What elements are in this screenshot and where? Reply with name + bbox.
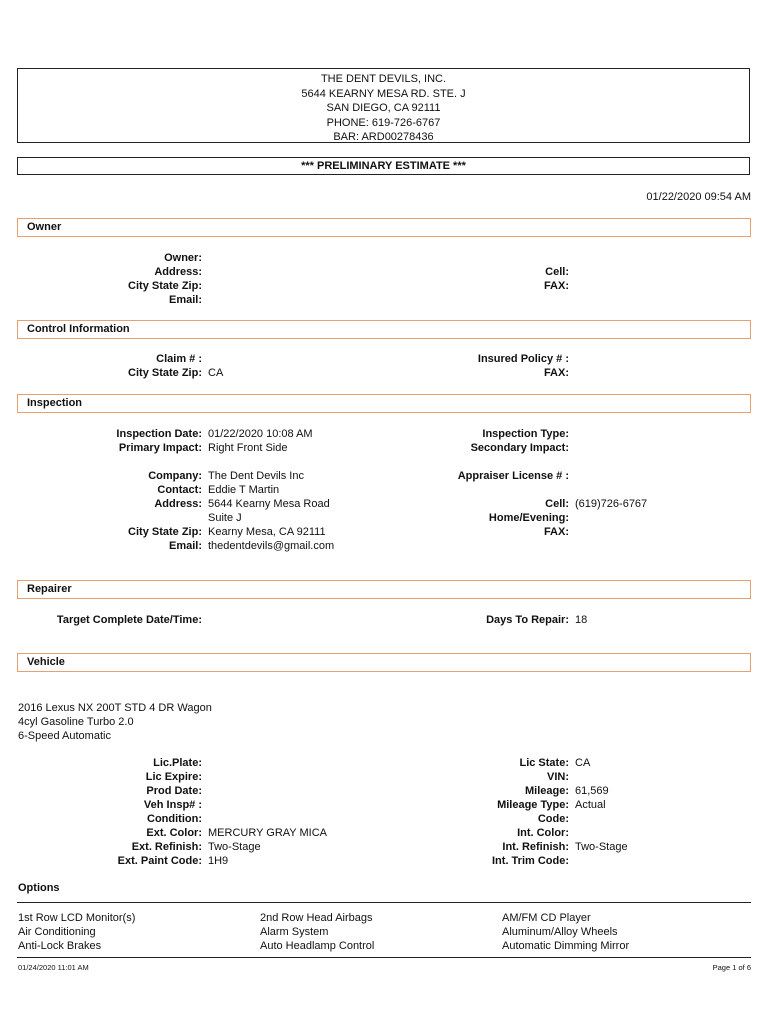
inspection-cell-label: Cell: bbox=[545, 498, 569, 510]
policy-label: Insured Policy # : bbox=[477, 353, 569, 365]
ext-color-value: MERCURY GRAY MICA bbox=[208, 827, 327, 839]
option-item: Auto Headlamp Control bbox=[260, 940, 375, 952]
lic-state-value: CA bbox=[575, 757, 591, 769]
veh-insp-label: Veh Insp# : bbox=[143, 799, 202, 811]
section-inspection: Inspection bbox=[17, 394, 751, 413]
estimate-banner: *** PRELIMINARY ESTIMATE *** bbox=[17, 157, 750, 175]
lic-expire-label: Lic Expire: bbox=[145, 771, 202, 783]
int-trim-code-label: Int. Trim Code: bbox=[492, 855, 569, 867]
owner-label: Owner: bbox=[164, 252, 202, 264]
shop-bar: BAR: ARD00278436 bbox=[333, 131, 434, 143]
options-divider bbox=[17, 902, 751, 903]
footer-page-number: Page 1 of 6 bbox=[712, 963, 751, 972]
option-item: Alarm System bbox=[260, 926, 329, 938]
option-item: 1st Row LCD Monitor(s) bbox=[18, 912, 136, 924]
vehicle-description: 2016 Lexus NX 200T STD 4 DR Wagon bbox=[18, 702, 212, 714]
secondary-impact-label: Secondary Impact: bbox=[470, 442, 569, 454]
option-item: AM/FM CD Player bbox=[502, 912, 591, 924]
int-refinish-label: Int. Refinish: bbox=[502, 841, 569, 853]
claim-label: Claim # : bbox=[156, 353, 202, 365]
contact-value: Eddie T Martin bbox=[208, 484, 280, 496]
ext-refinish-label: Ext. Refinish: bbox=[131, 841, 202, 853]
lic-plate-label: Lic.Plate: bbox=[153, 757, 202, 769]
ext-color-label: Ext. Color: bbox=[146, 827, 202, 839]
condition-label: Condition: bbox=[147, 813, 202, 825]
inspection-email-label: Email: bbox=[168, 540, 202, 552]
mileage-value: 61,569 bbox=[575, 785, 609, 797]
primary-impact-value: Right Front Side bbox=[208, 442, 288, 454]
owner-city-label: City State Zip: bbox=[128, 280, 202, 292]
days-to-repair-label: Days To Repair: bbox=[486, 614, 569, 626]
vehicle-engine: 4cyl Gasoline Turbo 2.0 bbox=[18, 716, 134, 728]
section-control-information: Control Information bbox=[17, 320, 751, 339]
inspection-address-line1: 5644 Kearny Mesa Road bbox=[208, 498, 330, 510]
shop-name: THE DENT DEVILS, INC. bbox=[320, 73, 447, 85]
shop-header bbox=[17, 68, 750, 143]
ext-paint-code-label: Ext. Paint Code: bbox=[117, 855, 202, 867]
inspection-address-line2: Suite J bbox=[208, 512, 242, 524]
mileage-label: Mileage: bbox=[524, 785, 569, 797]
vehicle-transmission: 6-Speed Automatic bbox=[18, 730, 111, 742]
footer-divider bbox=[17, 957, 751, 958]
section-vehicle: Vehicle bbox=[17, 653, 751, 672]
code-label: Code: bbox=[537, 813, 569, 825]
mileage-type-value: Actual bbox=[575, 799, 606, 811]
home-evening-label: Home/Evening: bbox=[488, 512, 569, 524]
owner-fax-label: FAX: bbox=[543, 280, 569, 292]
section-repairer: Repairer bbox=[17, 580, 751, 599]
shop-city: SAN DIEGO, CA 92111 bbox=[326, 102, 441, 114]
inspection-city-label: City State Zip: bbox=[128, 526, 202, 538]
lic-state-label: Lic State: bbox=[519, 757, 569, 769]
option-item: Aluminum/Alloy Wheels bbox=[502, 926, 618, 938]
ext-paint-code-value: 1H9 bbox=[208, 855, 229, 867]
section-owner: Owner bbox=[17, 218, 751, 237]
footer-date: 01/24/2020 11:01 AM bbox=[18, 963, 89, 972]
days-to-repair-value: 18 bbox=[575, 614, 588, 626]
control-city-value: CA bbox=[208, 367, 224, 379]
vin-label: VIN: bbox=[547, 771, 569, 783]
company-label: Company: bbox=[148, 470, 202, 482]
estimate-datetime: 01/22/2020 09:54 AM bbox=[646, 191, 751, 203]
owner-address-label: Address: bbox=[154, 266, 202, 278]
option-item: Anti-Lock Brakes bbox=[18, 940, 102, 952]
inspection-date-value: 01/22/2020 10:08 AM bbox=[208, 428, 313, 440]
prod-date-label: Prod Date: bbox=[146, 785, 202, 797]
control-fax-label: FAX: bbox=[543, 367, 569, 379]
company-value: The Dent Devils Inc bbox=[208, 470, 304, 482]
ext-refinish-value: Two-Stage bbox=[208, 841, 261, 853]
shop-phone: PHONE: 619-726-6767 bbox=[326, 116, 441, 129]
inspection-city-value: Kearny Mesa, CA 92111 bbox=[208, 526, 326, 538]
owner-email-label: Email: bbox=[168, 294, 202, 306]
option-item: Air Conditioning bbox=[18, 926, 96, 938]
inspection-date-label: Inspection Date: bbox=[116, 428, 202, 440]
options-title: Options bbox=[18, 882, 60, 894]
option-item: Automatic Dimming Mirror bbox=[502, 940, 630, 952]
primary-impact-label: Primary Impact: bbox=[118, 442, 202, 454]
mileage-type-label: Mileage Type: bbox=[497, 799, 569, 811]
target-complete-label: Target Complete Date/Time: bbox=[56, 614, 202, 626]
control-city-label: City State Zip: bbox=[128, 367, 202, 379]
option-item: 2nd Row Head Airbags bbox=[260, 912, 373, 924]
shop-street: 5644 KEARNY MESA RD. STE. J bbox=[301, 87, 466, 100]
inspection-cell-value: (619)726-6767 bbox=[575, 498, 648, 510]
appraiser-license-label: Appraiser License # : bbox=[457, 470, 569, 482]
int-refinish-value: Two-Stage bbox=[575, 841, 628, 853]
contact-label: Contact: bbox=[157, 484, 202, 496]
inspection-email-value: thedentdevils@gmail.com bbox=[208, 540, 335, 552]
owner-cell-label: Cell: bbox=[545, 266, 569, 278]
inspection-address-label: Address: bbox=[154, 498, 202, 510]
inspection-type-label: Inspection Type: bbox=[482, 428, 569, 440]
inspection-fax-label: FAX: bbox=[543, 526, 569, 538]
int-color-label: Int. Color: bbox=[517, 827, 569, 839]
